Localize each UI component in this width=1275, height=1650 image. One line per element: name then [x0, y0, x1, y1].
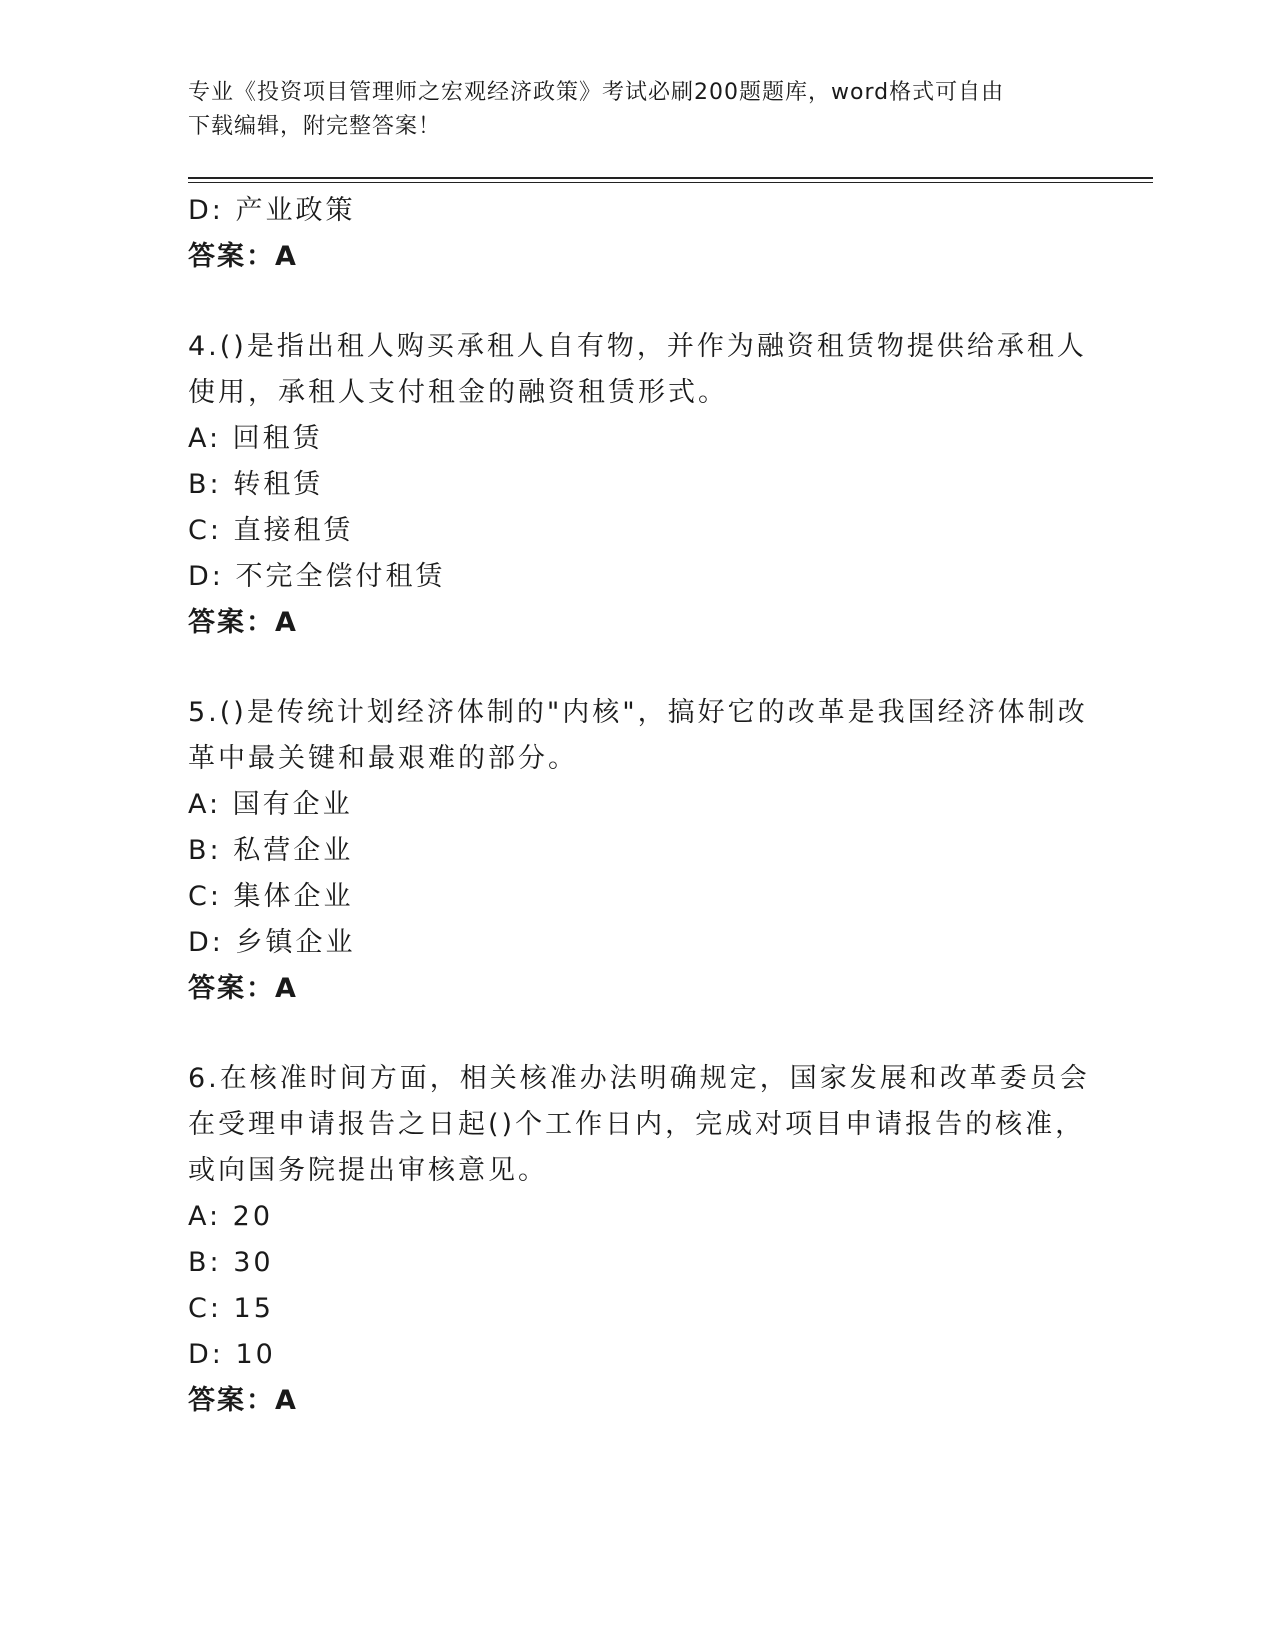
header-line-1: 专业《投资项目管理师之宏观经济政策》考试必刷200题题库，word格式可自由 [188, 80, 1005, 105]
option-c: C: 15 [188, 1293, 274, 1324]
answer-line: 答案：A [188, 1385, 298, 1416]
option-b: B: 30 [188, 1247, 274, 1278]
previous-question-tail [188, 188, 1068, 280]
option-a: A: 国有企业 [188, 789, 353, 820]
header-divider-thick [188, 177, 1153, 179]
question-stem: 5.()是传统计划经济体制的"内核"，搞好它的改革是我国经济体制改 [188, 697, 1088, 728]
document-header [188, 76, 1088, 144]
question-stem: 6.在核准时间方面，相关核准办法明确规定，国家发展和改革委员会 [188, 1063, 1090, 1094]
option-d: D: 不完全偿付租赁 [188, 561, 446, 592]
question-stem: 革中最关键和最艰难的部分。 [188, 743, 578, 774]
question-stem: 4.()是指出租人购买承租人自有物，并作为融资租赁物提供给承租人 [188, 331, 1087, 362]
option-d: D: 产业政策 [188, 195, 356, 226]
question-5 [188, 690, 1088, 1012]
question-stem: 在受理申请报告之日起()个工作日内，完成对项目申请报告的核准， [188, 1109, 1086, 1140]
answer-line: 答案：A [188, 241, 298, 272]
spacer [188, 280, 1068, 324]
question-4 [188, 324, 1087, 646]
option-b: B: 私营企业 [188, 835, 354, 866]
option-a: A: 20 [188, 1201, 274, 1232]
answer-line: 答案：A [188, 607, 298, 638]
question-stem: 或向国务院提出审核意见。 [188, 1155, 548, 1186]
option-c: C: 集体企业 [188, 881, 354, 912]
option-d: D: 10 [188, 1339, 276, 1370]
option-d: D: 乡镇企业 [188, 927, 356, 958]
spacer [188, 1012, 1068, 1056]
question-content [188, 188, 1090, 1424]
option-a: A: 回租赁 [188, 423, 323, 454]
header-divider-thin [188, 182, 1153, 183]
option-b: B: 转租赁 [188, 469, 324, 500]
spacer [188, 646, 1068, 690]
answer-line: 答案：A [188, 973, 298, 1004]
option-c: C: 直接租赁 [188, 515, 354, 546]
question-6 [188, 1056, 1090, 1424]
question-stem: 使用，承租人支付租金的融资租赁形式。 [188, 377, 728, 408]
header-line-2: 下载编辑，附完整答案！ [188, 114, 442, 139]
